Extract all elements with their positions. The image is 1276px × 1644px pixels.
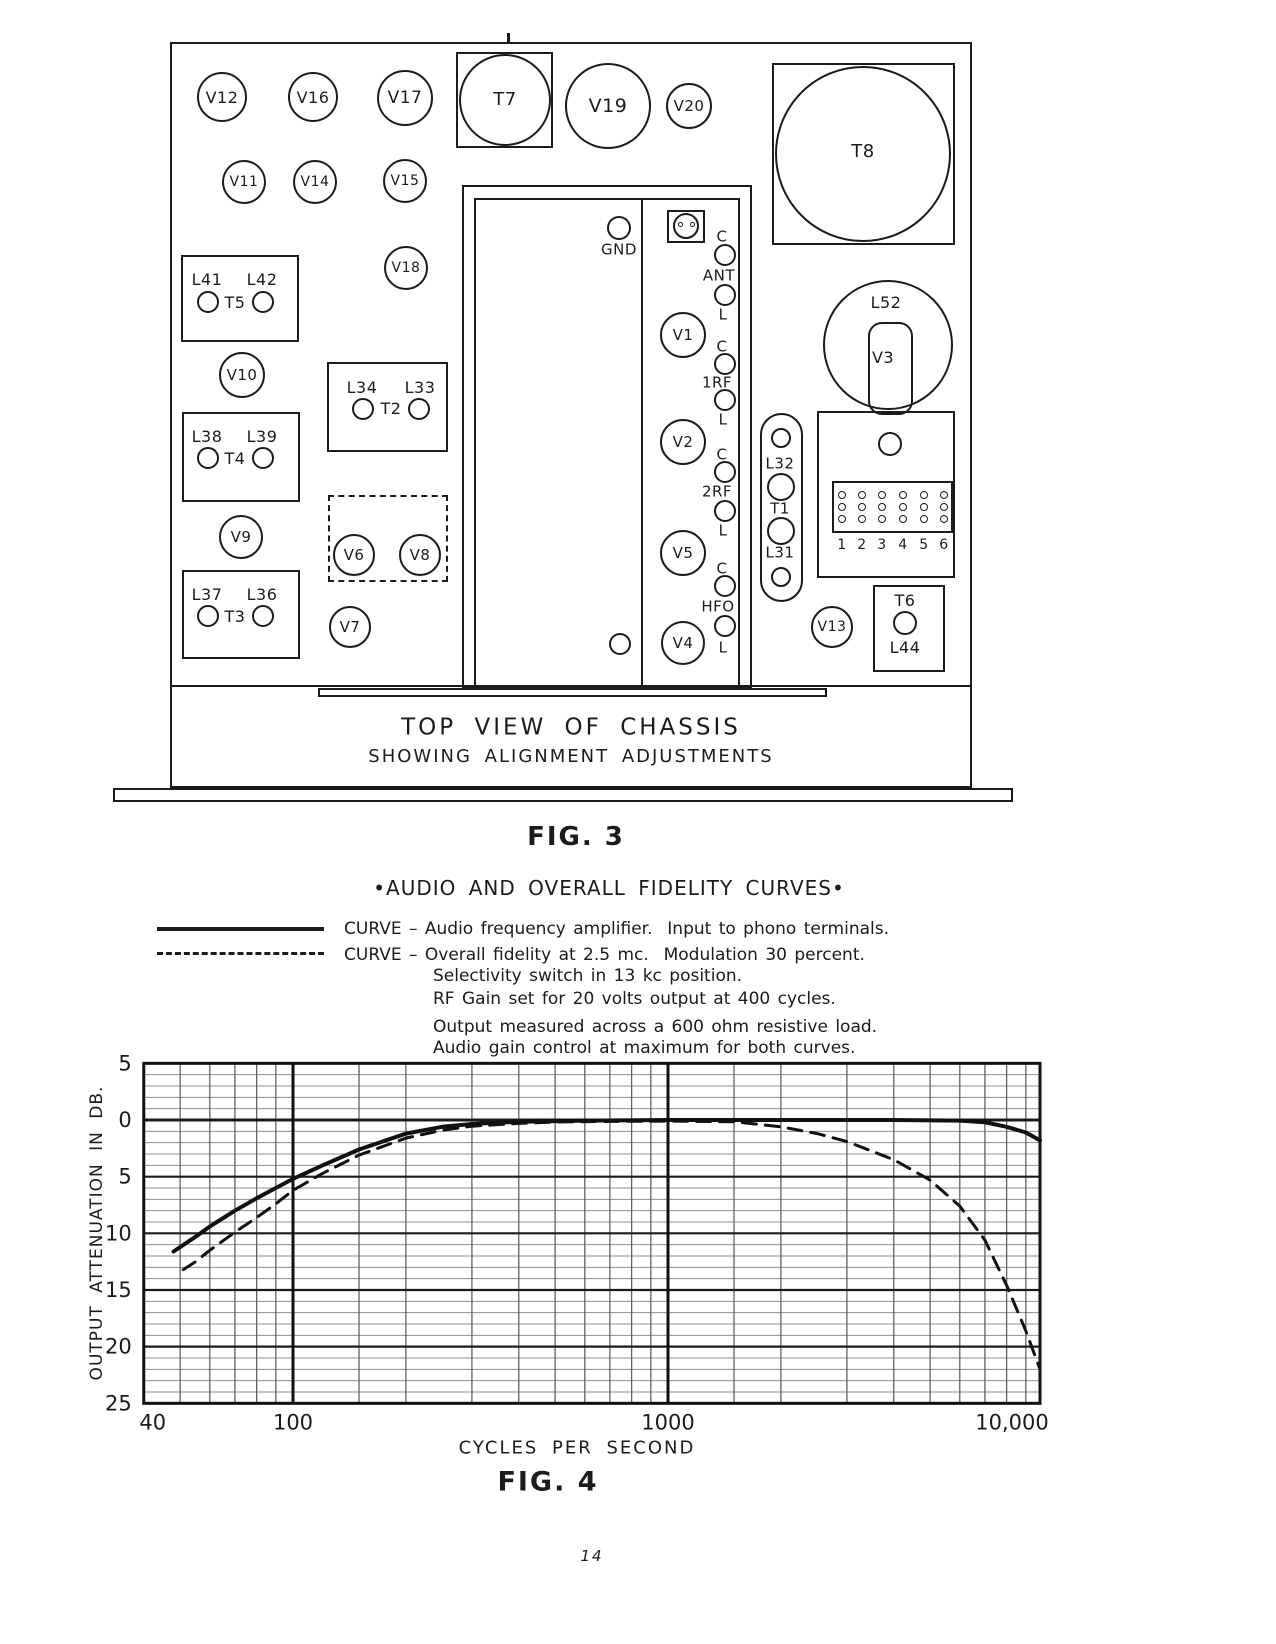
terminal-6-label: 6 <box>939 537 949 553</box>
l34-adjust <box>352 398 374 420</box>
terminal-strip-holes <box>940 515 948 523</box>
terminal-strip-holes <box>920 515 928 523</box>
l44-label: L44 <box>889 638 921 657</box>
tube-v7: V7 <box>329 606 371 648</box>
terminal-4-label: 4 <box>898 537 908 553</box>
ant-label: ANT <box>702 266 736 285</box>
ant-c-trimmer <box>714 244 736 266</box>
tube-v10: V10 <box>219 352 265 398</box>
t8-label: T8 <box>851 141 875 162</box>
top-edge-tick <box>507 33 510 42</box>
fig3-chassis-diagram <box>0 0 1276 810</box>
terminal-3-label: 3 <box>877 537 887 553</box>
ant-l-trimmer <box>714 284 736 306</box>
terminal-strip-holes <box>878 515 886 523</box>
l33-label: L33 <box>404 378 436 397</box>
tube-v19: V19 <box>565 63 651 149</box>
l38-label: L38 <box>191 427 223 446</box>
hfo-l-label: L <box>718 638 728 657</box>
antenna-socket <box>673 213 699 239</box>
l41-label: L41 <box>191 270 223 289</box>
svg-text:10: 10 <box>105 1221 132 1246</box>
tube-v4: V4 <box>661 621 705 665</box>
rf1-c-label: C <box>716 337 728 356</box>
l33-adjust <box>408 398 430 420</box>
page-number: 14 <box>580 1547 604 1565</box>
tube-v6: V6 <box>333 534 375 576</box>
l36-adjust <box>252 605 274 627</box>
x-axis-title: CYCLES PER SECOND <box>458 1437 696 1459</box>
legend-solid-text: CURVE – Audio frequency amplifier. Input to phono terminals. <box>344 919 889 939</box>
svg-text:0: 0 <box>118 1108 132 1132</box>
legend-dashed-text: CURVE – Overall fidelity at 2.5 mc. Modulation 30 percent. <box>344 945 865 965</box>
l41-adjust <box>197 291 219 313</box>
terminal-strip-holes <box>838 491 846 499</box>
fidelity-chart <box>90 1050 1070 1450</box>
terminal-strip-holes <box>838 503 846 511</box>
svg-text:15: 15 <box>105 1277 132 1302</box>
svg-text:5: 5 <box>118 1051 132 1076</box>
note-audio-gain: Audio gain control at maximum for both curves. <box>433 1038 856 1058</box>
fig3-caption: FIG. 3 <box>527 822 625 852</box>
l31-label: L31 <box>765 543 795 562</box>
tube-v11: V11 <box>222 160 266 204</box>
l32-label: L32 <box>765 454 795 473</box>
t7-label: T7 <box>493 89 517 110</box>
rf1-l-label: L <box>718 410 728 429</box>
l52-label: L52 <box>870 293 902 312</box>
l38-adjust <box>197 447 219 469</box>
terminal-strip-holes <box>940 491 948 499</box>
y-axis-title: OUTPUT ATTENUATION IN DB. <box>87 1085 107 1381</box>
rf1-c-trimmer <box>714 353 736 375</box>
svg-text:40: 40 <box>139 1410 167 1435</box>
l32-adjust <box>767 473 795 501</box>
hfo-label: HFO <box>701 597 735 616</box>
note-output-load: Output measured across a 600 ohm resistive load. <box>433 1017 878 1037</box>
v3-label: V3 <box>871 348 895 367</box>
v3-box-hole <box>878 432 902 456</box>
tube-v1: V1 <box>660 312 706 358</box>
rf1-l-trimmer <box>714 389 736 411</box>
fidelity-section-title: •AUDIO AND OVERALL FIDELITY CURVES• <box>373 876 845 900</box>
front-panel-divider <box>170 685 972 687</box>
tube-v17: V17 <box>377 70 433 126</box>
hfo-c-label: C <box>716 559 728 578</box>
l37-adjust <box>197 605 219 627</box>
l31-adjust <box>767 517 795 545</box>
tube-v13: V13 <box>811 606 853 648</box>
terminal-2-label: 2 <box>857 537 867 553</box>
terminal-strip-holes <box>920 491 928 499</box>
rf2-l-trimmer <box>714 500 736 522</box>
panel-subtitle: SHOWING ALIGNMENT ADJUSTMENTS <box>368 746 774 767</box>
t4-label: T4 <box>224 449 246 468</box>
legend-dashed-line <box>157 952 324 955</box>
svg-text:1000: 1000 <box>641 1410 695 1435</box>
note-rf-gain: RF Gain set for 20 volts output at 400 cycles. <box>433 989 836 1009</box>
tube-v18: V18 <box>384 246 428 290</box>
note-selectivity: Selectivity switch in 13 kc position. <box>433 966 743 986</box>
l39-adjust <box>252 447 274 469</box>
rf2-l-label: L <box>718 521 728 540</box>
ant-c-label: C <box>716 227 728 246</box>
hfo-c-trimmer <box>714 575 736 597</box>
rf2-label: 2RF <box>701 482 733 501</box>
tube-v12: V12 <box>197 72 247 122</box>
deck-post <box>609 633 631 655</box>
terminal-strip-box <box>832 481 953 533</box>
t1-bottom-hole <box>771 567 791 587</box>
svg-text:10,000: 10,000 <box>975 1410 1049 1435</box>
svg-text:5: 5 <box>118 1164 132 1189</box>
l44-adjust <box>893 611 917 635</box>
fig4-caption: FIG. 4 <box>497 1466 599 1498</box>
svg-text:25: 25 <box>105 1391 132 1416</box>
terminal-strip-holes <box>920 503 928 511</box>
panel-title: TOP VIEW OF CHASSIS <box>401 714 741 741</box>
l42-label: L42 <box>246 270 278 289</box>
svg-text:20: 20 <box>105 1334 132 1359</box>
rf2-c-trimmer <box>714 461 736 483</box>
tube-v16: V16 <box>288 72 338 122</box>
terminal-strip-holes <box>940 503 948 511</box>
tube-v8: V8 <box>399 534 441 576</box>
terminal-5-label: 5 <box>919 537 929 553</box>
ant-l-label: L <box>718 305 728 324</box>
terminal-strip-holes <box>858 503 866 511</box>
tube-v9: V9 <box>219 515 263 559</box>
terminal-1-label: 1 <box>837 537 847 553</box>
hfo-l-trimmer <box>714 615 736 637</box>
t1-label: T1 <box>770 499 790 518</box>
t1-top-hole <box>771 428 791 448</box>
l39-label: L39 <box>246 427 278 446</box>
svg-text:100: 100 <box>272 1410 314 1435</box>
terminal-strip-holes <box>858 515 866 523</box>
gnd-label: GND <box>601 240 637 259</box>
terminal-strip-holes <box>899 491 907 499</box>
front-lip-bar <box>318 688 827 697</box>
t3-label: T3 <box>224 607 246 626</box>
terminal-strip-holes <box>899 515 907 523</box>
t2-label: T2 <box>380 399 402 418</box>
l34-label: L34 <box>346 378 378 397</box>
l37-label: L37 <box>191 585 223 604</box>
rf2-c-label: C <box>716 445 728 464</box>
antenna-socket-pins <box>678 222 683 227</box>
tube-v15: V15 <box>383 159 427 203</box>
terminal-strip-holes <box>838 515 846 523</box>
legend-solid-line <box>157 927 324 931</box>
terminal-strip-holes <box>878 491 886 499</box>
chassis-base <box>113 788 1013 802</box>
terminal-strip-holes <box>899 503 907 511</box>
tube-v5: V5 <box>660 530 706 576</box>
if-deck-divider <box>641 198 643 688</box>
l42-adjust <box>252 291 274 313</box>
t6-label: T6 <box>894 591 916 610</box>
tube-v2: V2 <box>660 419 706 465</box>
tube-v20: V20 <box>666 83 712 129</box>
t5-label: T5 <box>224 293 246 312</box>
gnd-post <box>607 216 631 240</box>
tube-v14: V14 <box>293 160 337 204</box>
antenna-socket-pins <box>690 222 695 227</box>
l36-label: L36 <box>246 585 278 604</box>
terminal-strip-holes <box>878 503 886 511</box>
rf1-label: 1RF <box>701 373 733 392</box>
terminal-strip-holes <box>858 491 866 499</box>
